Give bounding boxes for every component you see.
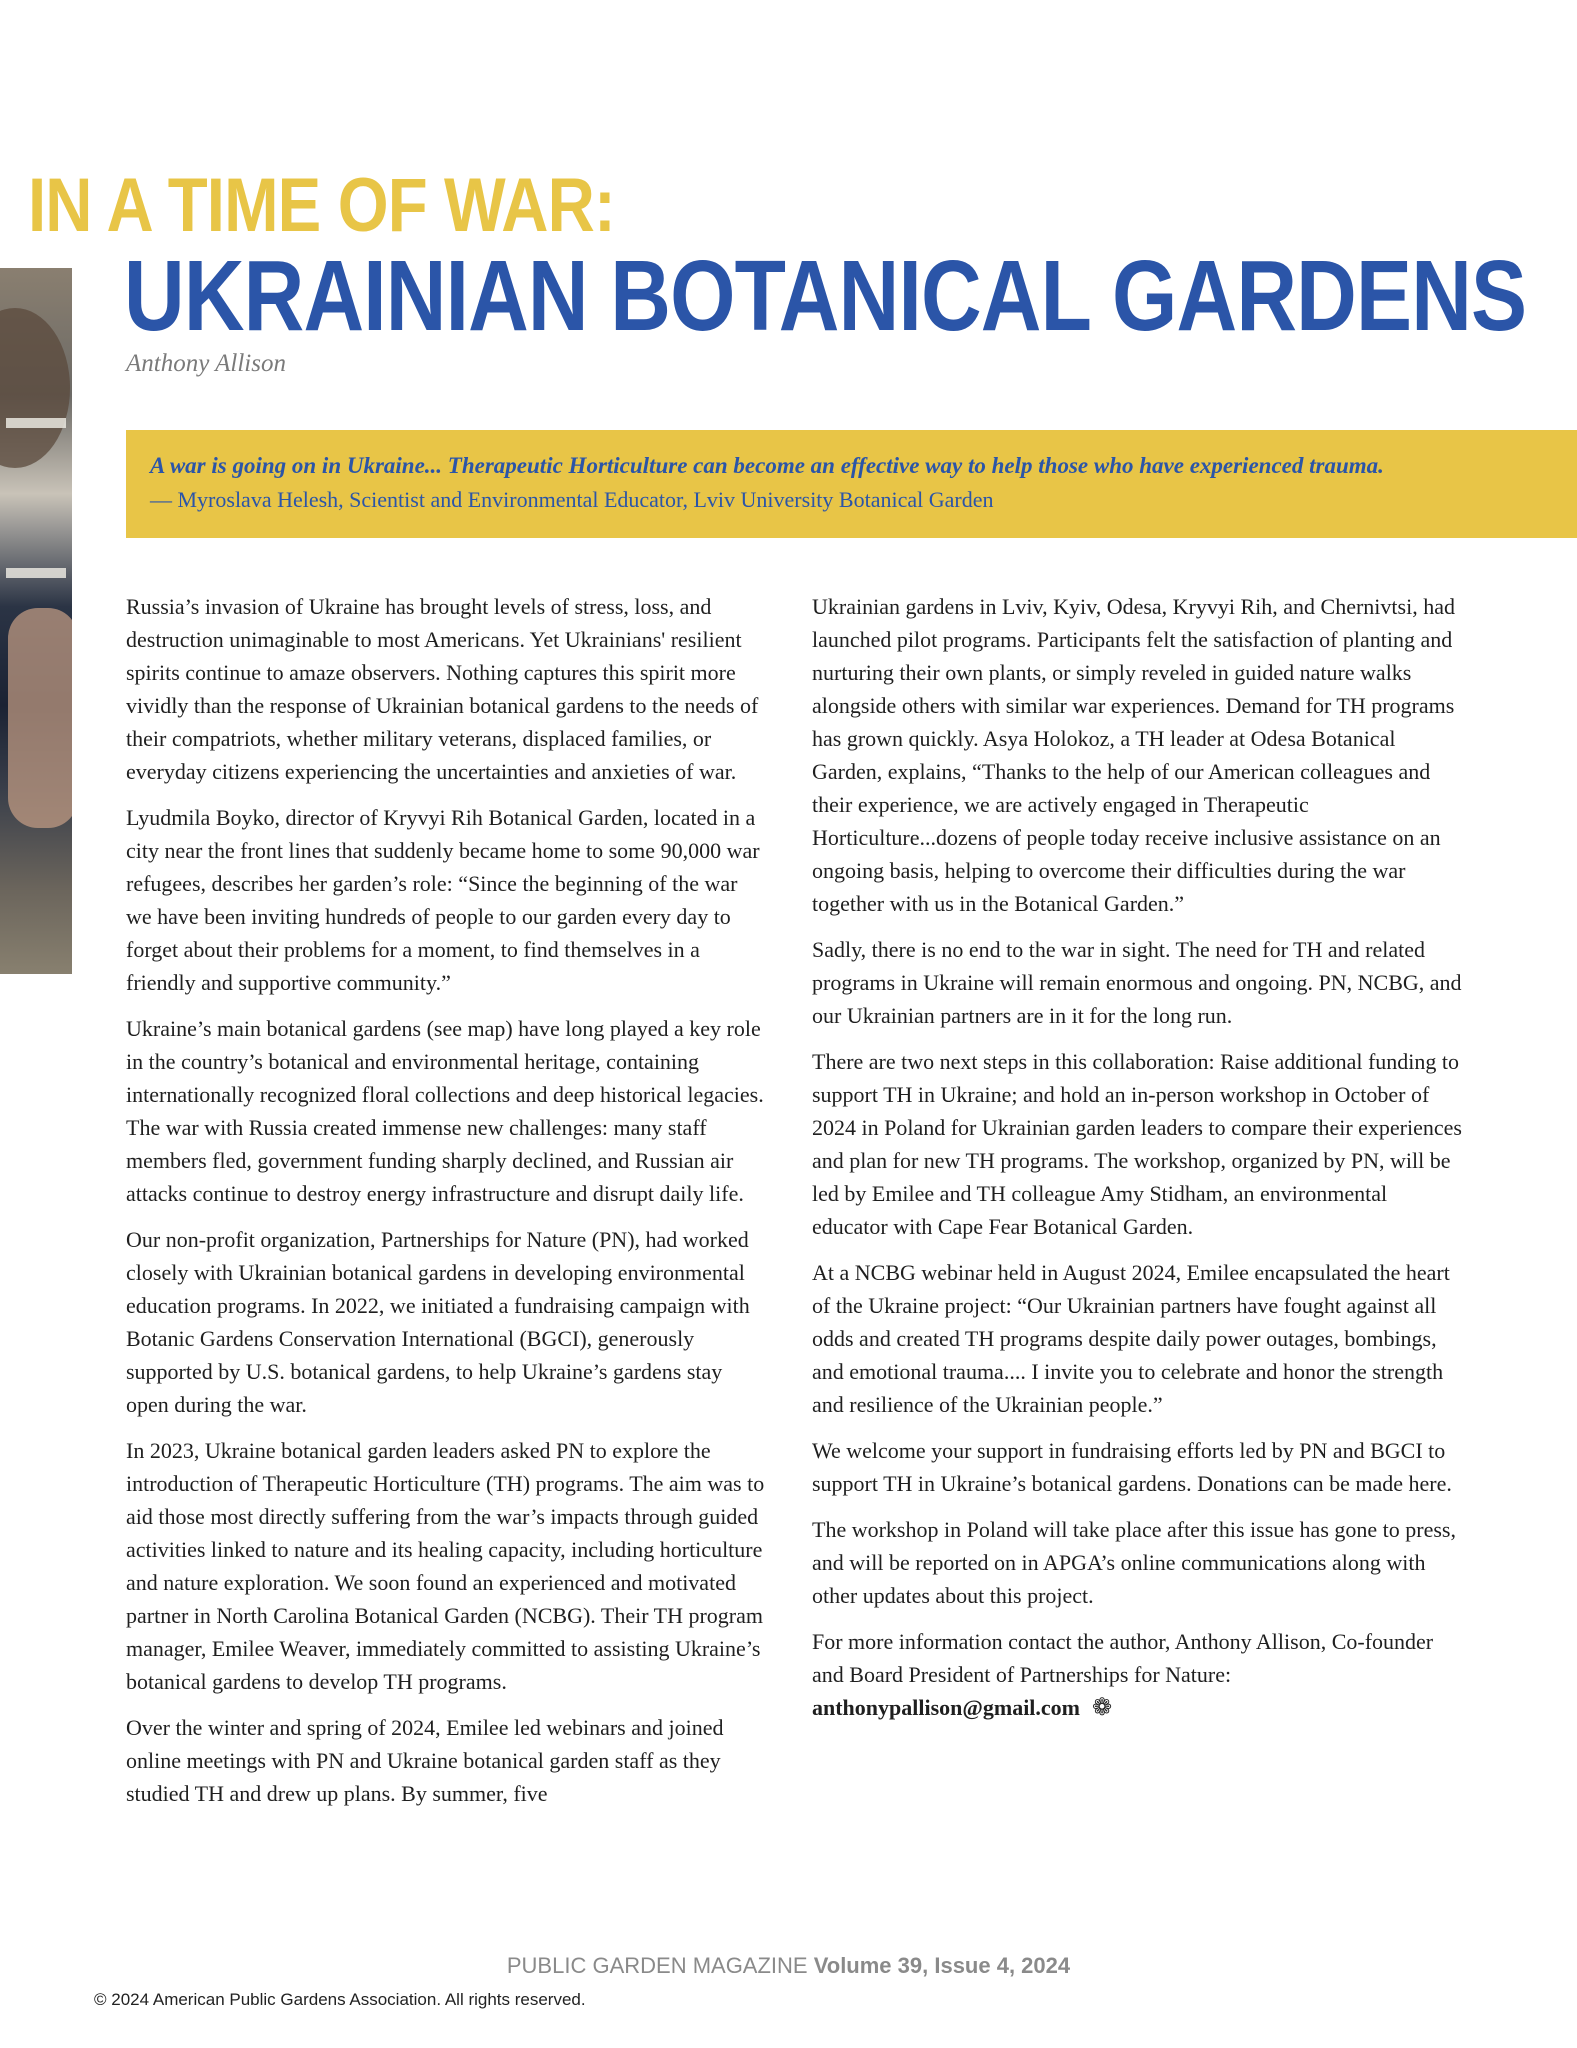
- paragraph: For more information contact the author, Anthony Allison, Co-founder and Board President of Partnerships for Nature:: [812, 1629, 1434, 1687]
- article-column-right: [812, 590, 1462, 1724]
- article-column-left: [126, 590, 766, 1823]
- paragraph: In 2023, Ukraine botanical garden leaders asked PN to explore the introduction of Therapeutic Horticulture (TH) programs. The aim was to aid those most directly suffering from the war’s impacts through guided activities linked to nature and its healing capacity, including horticulture and nature exploration. We soon found an experienced and motivated partner in North Carolina Botanical Garden (NCBG). Their TH program manager, Emilee Weaver, immediately committed to assisting Ukraine’s botanical gardens to develop TH programs.: [126, 1438, 765, 1694]
- author-byline: Anthony Allison: [126, 350, 286, 377]
- paragraph: Sadly, there is no end to the war in sight. The need for TH and related programs in Ukraine will remain enormous and ongoing. PN, NCBG, and our Ukrainian partners are in it for the long run.: [812, 937, 1462, 1028]
- paragraph: We welcome your support in fundraising efforts led by PN and BGCI to support TH in Ukraine’s botanical gardens. Donations can be made here.: [812, 1438, 1452, 1496]
- paragraph: Over the winter and spring of 2024, Emilee led webinars and joined online meetings with PN and Ukraine botanical garden staff as they studied TH and drew up plans. By summer, five: [126, 1715, 724, 1806]
- paragraph: At a NCBG webinar held in August 2024, Emilee encapsulated the heart of the Ukraine project: “Our Ukrainian partners have fought against all odds and created TH programs despite daily power outages, bombings, and emotional trauma.... I invite you to celebrate and honor the strength and resilience of the Ukrainian people.”: [812, 1260, 1450, 1417]
- pull-quote-text: A war is going on in Ukraine... Therapeutic Horticulture can become an effective way to help those who have experienced trauma.: [150, 453, 1384, 478]
- issue-info: Volume 39, Issue 4, 2024: [813, 1953, 1071, 1978]
- paragraph: There are two next steps in this collaboration: Raise additional funding to support TH in Ukraine; and hold an in-person workshop in October of 2024 in Poland for Ukrainian garden leaders to compare their experiences and plan for new TH programs. The workshop, organized by PN, will be led by Emilee and TH colleague Amy Stidham, an environmental educator with Cape Fear Botanical Garden.: [812, 1049, 1462, 1239]
- magazine-footer: [0, 1953, 1577, 1979]
- copyright-notice: © 2024 American Public Gardens Association. All rights reserved.: [94, 1990, 586, 2009]
- headline-kicker: IN A TIME OF WAR:: [28, 163, 615, 248]
- pull-quote-box: [126, 430, 1577, 538]
- paragraph: Russia’s invasion of Ukraine has brought levels of stress, loss, and destruction unimaginable to most Americans. Yet Ukrainians' resilient spirits continue to amaze observers. Nothing captures this spirit more vividly than the response of Ukrainian botanical gardens to the needs of their compatriots, whether military veterans, displaced families, or everyday citizens experiencing the uncertainties and anxieties of war.: [126, 594, 759, 784]
- paragraph: Our non-profit organization, Partnerships for Nature (PN), had worked closely with Ukrainian botanical gardens in developing environmental education programs. In 2022, we initiated a fundraising campaign with Botanic Gardens Conservation International (BGCI), generously supported by U.S. botanical gardens, to help Ukraine’s gardens stay open during the war.: [126, 1227, 750, 1417]
- paragraph: Ukrainian gardens in Lviv, Kyiv, Odesa, Kryvyi Rih, and Chernivtsi, had launched pilot programs. Participants felt the satisfaction of planting and nurturing their own plants, or simply reveled in guided nature walks alongside others with similar war experiences. Demand for TH programs has grown quickly. Asya Holokoz, a TH leader at Odesa Botanical Garden, explains, “Thanks to the help of our American colleagues and their experience, we are actively engaged in Therapeutic Horticulture...dozens of people today receive inclusive assistance on an ongoing basis, helping to overcome their difficulties during the war together with us in the Botanical Garden.”: [812, 594, 1455, 916]
- paragraph: Lyudmila Boyko, director of Kryvyi Rih Botanical Garden, located in a city near the front lines that suddenly became home to some 90,000 war refugees, describes her garden’s role: “Since the beginning of the war we have been inviting hundreds of people to our garden every day to forget about their problems for a moment, to find themselves in a friendly and supportive community.”: [126, 805, 760, 995]
- magazine-name: PUBLIC GARDEN MAGAZINE: [506, 1953, 808, 1978]
- page-title: UKRAINIAN BOTANICAL GARDENS: [124, 240, 1527, 352]
- cover-photo-fragment: [0, 268, 72, 974]
- pull-quote-attribution: — Myroslava Helesh, Scientist and Environmental Educator, Lviv University Botanical Garden: [150, 486, 994, 512]
- flower-ornament-icon: ❁: [1092, 1694, 1113, 1721]
- author-email-link[interactable]: anthonypallison@gmail.com: [812, 1695, 1081, 1720]
- paragraph: The workshop in Poland will take place after this issue has gone to press, and will be reported on in APGA’s online communications along with other updates about this project.: [812, 1517, 1456, 1608]
- contact-line: [812, 1691, 1462, 1724]
- paragraph: Ukraine’s main botanical gardens (see map) have long played a key role in the country’s botanical and environmental heritage, containing internationally recognized floral collections and deep historical legacies. The war with Russia created immense new challenges: many staff members fled, government funding sharply declined, and Russian air attacks continue to destroy energy infrastructure and disrupt daily life.: [126, 1016, 764, 1206]
